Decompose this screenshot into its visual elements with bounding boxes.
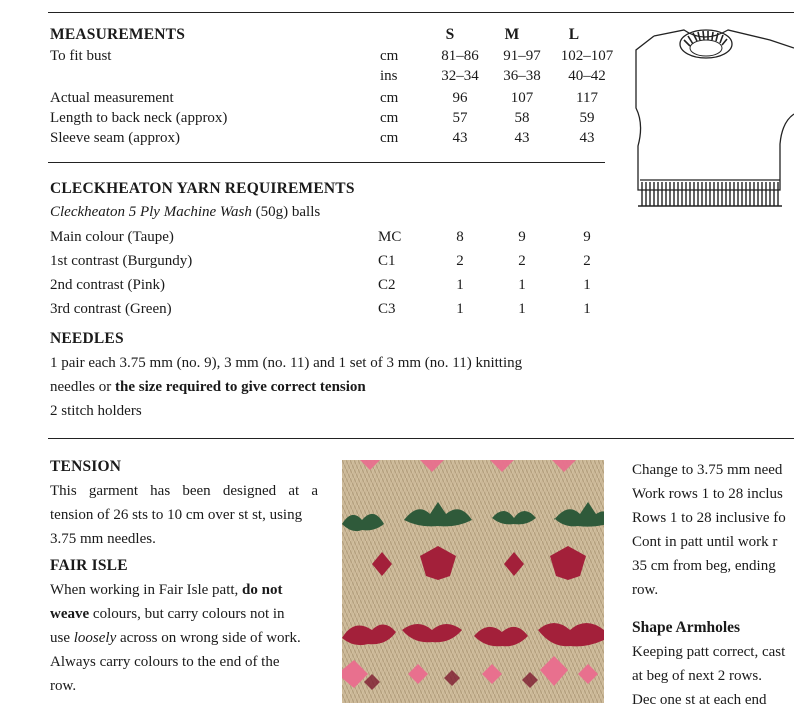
value-s: 81–86 [441, 48, 479, 64]
row-code: C1 [378, 253, 396, 269]
row-unit: cm [380, 90, 399, 106]
tension-line: tension of 26 sts to 10 cm over st st, using [50, 507, 303, 523]
value-s: 43 [452, 130, 468, 146]
tension-line: 3.75 mm needles. [50, 531, 156, 547]
value-m: 2 [518, 253, 526, 269]
section-divider [48, 438, 794, 439]
vest-schematic [630, 14, 794, 210]
fair-isle-l2-bold: weave [50, 606, 90, 622]
value-m: 91–97 [503, 48, 541, 64]
value-s: 2 [456, 253, 464, 269]
section-divider [48, 162, 605, 163]
measurements-heading: MEASUREMENTS [50, 26, 186, 43]
row-label: 3rd contrast (Green) [50, 301, 172, 317]
tension-line: This garment has been designed at a [50, 483, 318, 499]
yarn-heading: CLECKHEATON YARN REQUIREMENTS [50, 180, 355, 197]
instruction-line: Keeping patt correct, cast [632, 644, 786, 660]
needles-line-3: 2 stitch holders [50, 403, 142, 419]
fair-isle-line [50, 626, 318, 650]
fair-isle-line [50, 602, 318, 626]
value-s: 57 [452, 110, 468, 126]
instruction-line: at beg of next 2 rows. [632, 668, 762, 684]
value-s: 96 [452, 90, 468, 106]
size-m-header: M [504, 26, 520, 43]
value-m: 58 [514, 110, 530, 126]
fair-isle-line [50, 578, 318, 602]
value-m: 36–38 [503, 68, 541, 84]
swatch-background [342, 460, 604, 703]
needles-line-2-bold: the size required to give correct tension [114, 379, 366, 395]
yarn-unit: (50g) balls [251, 204, 321, 220]
instructions-column [632, 458, 794, 712]
fair-isle-heading: FAIR ISLE [50, 557, 128, 574]
top-rule [48, 12, 794, 13]
fair-isle-line: Always carry colours to the end of the [50, 654, 280, 670]
tension-heading: TENSION [50, 458, 122, 475]
instruction-line: Cont in patt until work r [632, 534, 778, 550]
instruction-line: row. [632, 582, 659, 598]
value-l: 102–107 [560, 48, 614, 64]
value-l: 43 [579, 130, 595, 146]
armhole-right [780, 114, 794, 180]
value-l: 1 [583, 277, 591, 293]
row-label: Sleeve seam (approx) [50, 130, 180, 146]
instruction-line: Rows 1 to 28 inclusive fo [632, 510, 786, 526]
value-l: 117 [576, 90, 598, 106]
fair-isle-text [50, 578, 318, 698]
row-label: Length to back neck (approx) [50, 110, 228, 126]
value-m: 1 [518, 277, 526, 293]
row-code: MC [378, 229, 402, 245]
hem-ribbing [638, 182, 782, 206]
fair-isle-l1-bold: do not [242, 582, 283, 598]
value-s: 32–34 [441, 68, 479, 84]
yarn-brand: Cleckheaton 5 Ply Machine Wash [50, 204, 252, 220]
needles-text [50, 351, 610, 423]
fair-isle-l3-italic: loosely [73, 630, 117, 646]
collar-ribbing [680, 30, 732, 58]
row-code: C3 [378, 301, 396, 317]
value-s: 1 [456, 277, 464, 293]
fair-isle-l3-rest: across on wrong side of work. [116, 630, 301, 646]
instruction-line: 35 cm from beg, ending [632, 558, 776, 574]
value-m: 1 [518, 301, 526, 317]
value-l: 9 [583, 229, 591, 245]
row-unit: ins [380, 68, 398, 84]
value-m: 43 [514, 130, 530, 146]
shoulder-line [654, 30, 794, 48]
row-label: 1st contrast (Burgundy) [50, 253, 193, 269]
row-label: To fit bust [50, 48, 112, 64]
armhole-left [636, 36, 654, 180]
value-s: 1 [456, 301, 464, 317]
hem-top [638, 180, 780, 190]
tension-text [50, 479, 318, 551]
value-l: 40–42 [568, 68, 606, 84]
swatch-svg [342, 460, 604, 703]
instruction-line: Work rows 1 to 28 inclus [632, 486, 783, 502]
size-s-header: S [445, 26, 455, 43]
fair-isle-l3-plain: use [50, 630, 74, 646]
row-label: 2nd contrast (Pink) [50, 277, 165, 293]
row-label: Actual measurement [50, 90, 174, 106]
row-unit: cm [380, 110, 399, 126]
size-l-header: L [568, 26, 580, 43]
instruction-line: Dec one st at each end [632, 692, 767, 708]
needles-line-2 [50, 375, 610, 399]
vest-diagram [630, 14, 794, 210]
needles-heading: NEEDLES [50, 330, 124, 347]
needles-line-1: 1 pair each 3.75 mm (no. 9), 3 mm (no. 11) and 1 set of 3 mm (no. 11) knitting [50, 355, 523, 371]
value-l: 1 [583, 301, 591, 317]
fair-isle-l1-plain: When working in Fair Isle patt, [50, 582, 243, 598]
needles-line-2-plain: needles or [50, 379, 115, 395]
value-l: 59 [579, 110, 595, 126]
row-label: Main colour (Taupe) [50, 229, 174, 245]
fair-isle-swatch-photo [342, 460, 604, 703]
instruction-line: Change to 3.75 mm need [632, 462, 783, 478]
fair-isle-l2-plain: colours, but carry colours not in [89, 606, 285, 622]
value-l: 2 [583, 253, 591, 269]
fair-isle-line: row. [50, 678, 77, 694]
value-m: 107 [510, 90, 534, 106]
row-unit: cm [380, 130, 399, 146]
row-code: C2 [378, 277, 396, 293]
shape-armholes-heading: Shape Armholes [632, 619, 741, 636]
value-m: 9 [518, 229, 526, 245]
yarn-subtitle [50, 205, 320, 220]
row-unit: cm [380, 48, 399, 64]
value-s: 8 [456, 229, 464, 245]
